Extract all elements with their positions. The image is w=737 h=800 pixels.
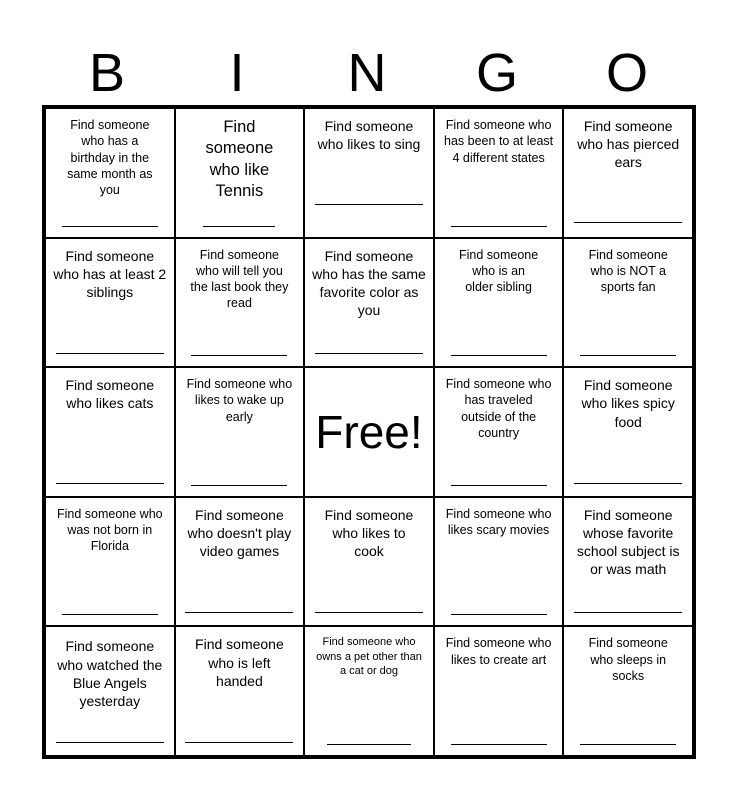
cell-prompt: Find someone who owns a pet other than a cat or dog — [316, 636, 422, 677]
signature-line — [451, 485, 547, 486]
bingo-cell[interactable] — [175, 108, 305, 238]
signature-line — [203, 226, 275, 227]
cell-prompt: Find someone who likes spicy food — [581, 377, 675, 430]
bingo-cell[interactable] — [563, 497, 693, 627]
bingo-cell[interactable] — [434, 108, 564, 238]
cell-prompt: Find someone who has the same favorite color as you — [312, 247, 426, 319]
bingo-cell[interactable] — [563, 626, 693, 756]
bingo-cell[interactable] — [175, 497, 305, 627]
signature-line — [574, 222, 682, 223]
bingo-grid — [42, 105, 696, 759]
signature-line — [451, 744, 547, 745]
bingo-cell[interactable] — [304, 497, 434, 627]
signature-line — [315, 204, 423, 205]
bingo-cell[interactable] — [563, 108, 693, 238]
bingo-cell[interactable] — [434, 367, 564, 497]
header-letter-n: N — [347, 43, 387, 103]
bingo-cell[interactable] — [45, 626, 175, 756]
bingo-cell[interactable] — [45, 497, 175, 627]
bingo-cell[interactable] — [563, 367, 693, 497]
signature-line — [574, 612, 682, 613]
bingo-cell[interactable] — [434, 238, 564, 368]
bingo-cell[interactable] — [175, 367, 305, 497]
bingo-header — [42, 40, 694, 106]
signature-line — [56, 353, 164, 354]
bingo-cell[interactable] — [434, 497, 564, 627]
cell-prompt: Find someone who will tell you the last book they read — [190, 247, 289, 311]
signature-line — [451, 355, 547, 356]
signature-line — [451, 614, 547, 615]
signature-line — [185, 612, 293, 613]
bingo-cell[interactable] — [304, 626, 434, 756]
free-label: Free! — [315, 405, 423, 458]
signature-line — [185, 742, 293, 743]
header-letter-b: B — [88, 43, 126, 103]
cell-prompt: Find someone who likes to create art — [445, 636, 552, 667]
cell-prompt: Find someone who is left handed — [195, 636, 284, 689]
bingo-cell[interactable] — [45, 367, 175, 497]
bingo-cell[interactable] — [45, 108, 175, 238]
free-space[interactable] — [304, 367, 434, 497]
cell-prompt: Find someone who has at least 2 siblings — [53, 247, 167, 300]
cell-prompt: Find someone who was not born in Florida — [56, 506, 163, 554]
signature-line — [451, 226, 547, 227]
header-letter-o: O — [605, 43, 648, 103]
bingo-cell[interactable] — [563, 238, 693, 368]
signature-line — [315, 612, 423, 613]
bingo-cell[interactable] — [434, 626, 564, 756]
signature-line — [327, 744, 411, 745]
cell-prompt: Find someone whose favorite school subject is or was math — [576, 506, 680, 578]
header-letter-g: G — [475, 43, 518, 103]
cell-prompt: Find someone who likes to wake up early — [186, 377, 293, 424]
cell-prompt: Find someone who likes cats — [65, 377, 155, 412]
cell-prompt: Find someone who has traveled outside of the country — [445, 377, 552, 440]
cell-prompt: Find someone who watched the Blue Angels yesterday — [57, 638, 163, 709]
cell-prompt: Find someone who has a birthday in the same month as you — [67, 118, 153, 197]
bingo-cell[interactable] — [304, 108, 434, 238]
cell-prompt: Find someone who sleeps in socks — [588, 636, 668, 683]
signature-line — [580, 355, 676, 356]
cell-prompt: Find someone who is an older sibling — [458, 247, 539, 295]
cell-prompt: Find someone who doesn't play video games — [187, 506, 292, 560]
cell-prompt: Find someone who likes to sing — [317, 118, 421, 153]
cell-prompt: Find someone who is NOT a sports fan — [588, 247, 668, 295]
signature-line — [191, 485, 287, 486]
bingo-cell[interactable] — [175, 626, 305, 756]
cell-prompt: Find someone who has pierced ears — [577, 118, 680, 171]
cell-prompt: Find someone who likes to cook — [324, 506, 414, 560]
signature-line — [315, 353, 423, 354]
signature-line — [574, 483, 682, 484]
bingo-cell[interactable] — [175, 238, 305, 368]
signature-line — [191, 355, 287, 356]
bingo-cell[interactable] — [304, 238, 434, 368]
signature-line — [62, 614, 158, 615]
signature-line — [580, 744, 676, 745]
signature-line — [56, 742, 164, 743]
signature-line — [56, 483, 164, 484]
header-letter-i: I — [229, 43, 245, 103]
cell-prompt: Find someone who has been to at least 4 different states — [444, 118, 554, 165]
signature-line — [62, 226, 158, 227]
cell-prompt: Find someone who like Tennis — [205, 118, 274, 201]
cell-prompt: Find someone who likes scary movies — [445, 506, 552, 538]
bingo-cell[interactable] — [45, 238, 175, 368]
